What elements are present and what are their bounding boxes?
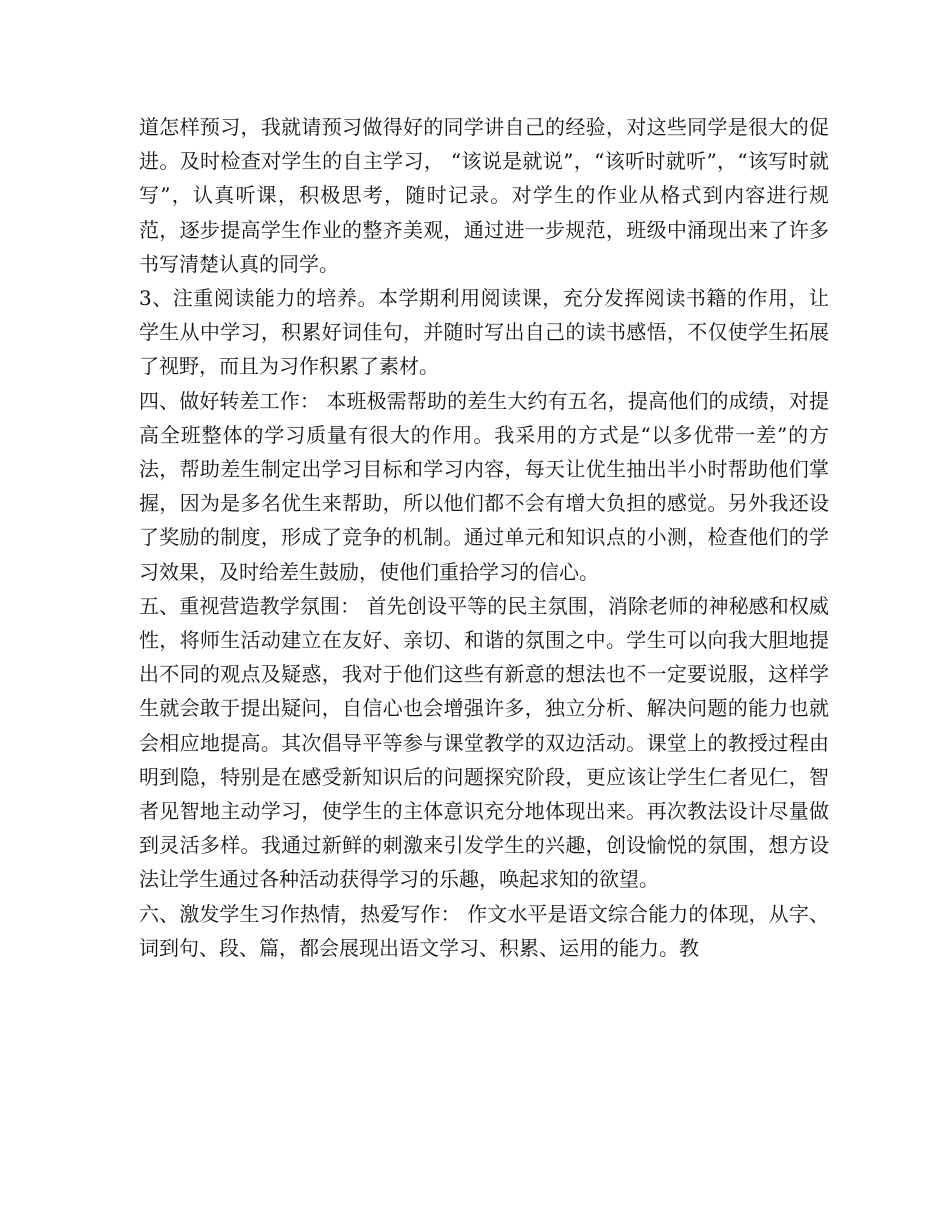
paragraph-teaching-atmosphere: 五、重视营造教学氛围： 首先创设平等的民主氛围，消除老师的神秘感和权威性，将师生活动建立在友好、亲切、和谐的氛围之中。学生可以向我大胆地提出不同的观点及疑惑，我对于他们这些有新意的想法也不一定要说服，这样学生就会敢于提出疑问，自信心也会增强许多，独立分析、解决问题的能力也就会相应地提高。其次倡导平等参与课堂教学的双边活动。课堂上的教授过程由明到隐，特别是在感受新知识后的问题探究阶段，更应该让学生仁者见仁，智者见智地主动学习，使学生的主体意识充分地体现出来。再次教法设计尽量做到灵活多样。我通过新鲜的刺激来引发学生的兴趣，创设愉悦的氛围，想方设法让学生通过各种活动获得学习的乐趣，唤起求知的欲望。 bbox=[139, 593, 829, 892]
paragraph-help-weak-students: 四、做好转差工作： 本班极需帮助的差生大约有五名，提高他们的成绩，对提高全班整体的学习质量有很大的作用。我采用的方式是“以多优带一差”的方法，帮助差生制定出学习目标和学习内容，每天让优生抽出半小时帮助他们掌握，因为是多名优生来帮助，所以他们都不会有增大负担的感觉。另外我还设了奖励的制度，形成了竞争的机制。通过单元和知识点的小测，检查他们的学习效果，及时给差生鼓励，使他们重拾学习的信心。 bbox=[139, 388, 829, 584]
paragraph-reading-ability: 3、注重阅读能力的培养。本学期利用阅读课，充分发挥阅读书籍的作用，让学生从中学习，积累好词佳句，并随时写出自己的读书感悟，不仅使学生拓展了视野，而且为习作积累了素材。 bbox=[139, 286, 829, 379]
document-body bbox=[139, 110, 829, 965]
paragraph-writing-enthusiasm: 六、激发学生习作热情，热爱写作： 作文水平是语文综合能力的体现，从字、词到句、段、篇，都会展现出语文学习、积累、运用的能力。教 bbox=[139, 901, 829, 960]
paragraph-preview-habits: 道怎样预习，我就请预习做得好的同学讲自己的经验，对这些同学是很大的促进。及时检查对学生的自主学习， “该说是就说”，“该听时就听”，“该写时就写”，认真听课，积极思考，随时记录。对学生的作业从格式到内容进行规范，逐步提高学生作业的整齐美观，通过进一步规范，班级中涌现出来了许多书写清楚认真的同学。 bbox=[139, 115, 829, 276]
